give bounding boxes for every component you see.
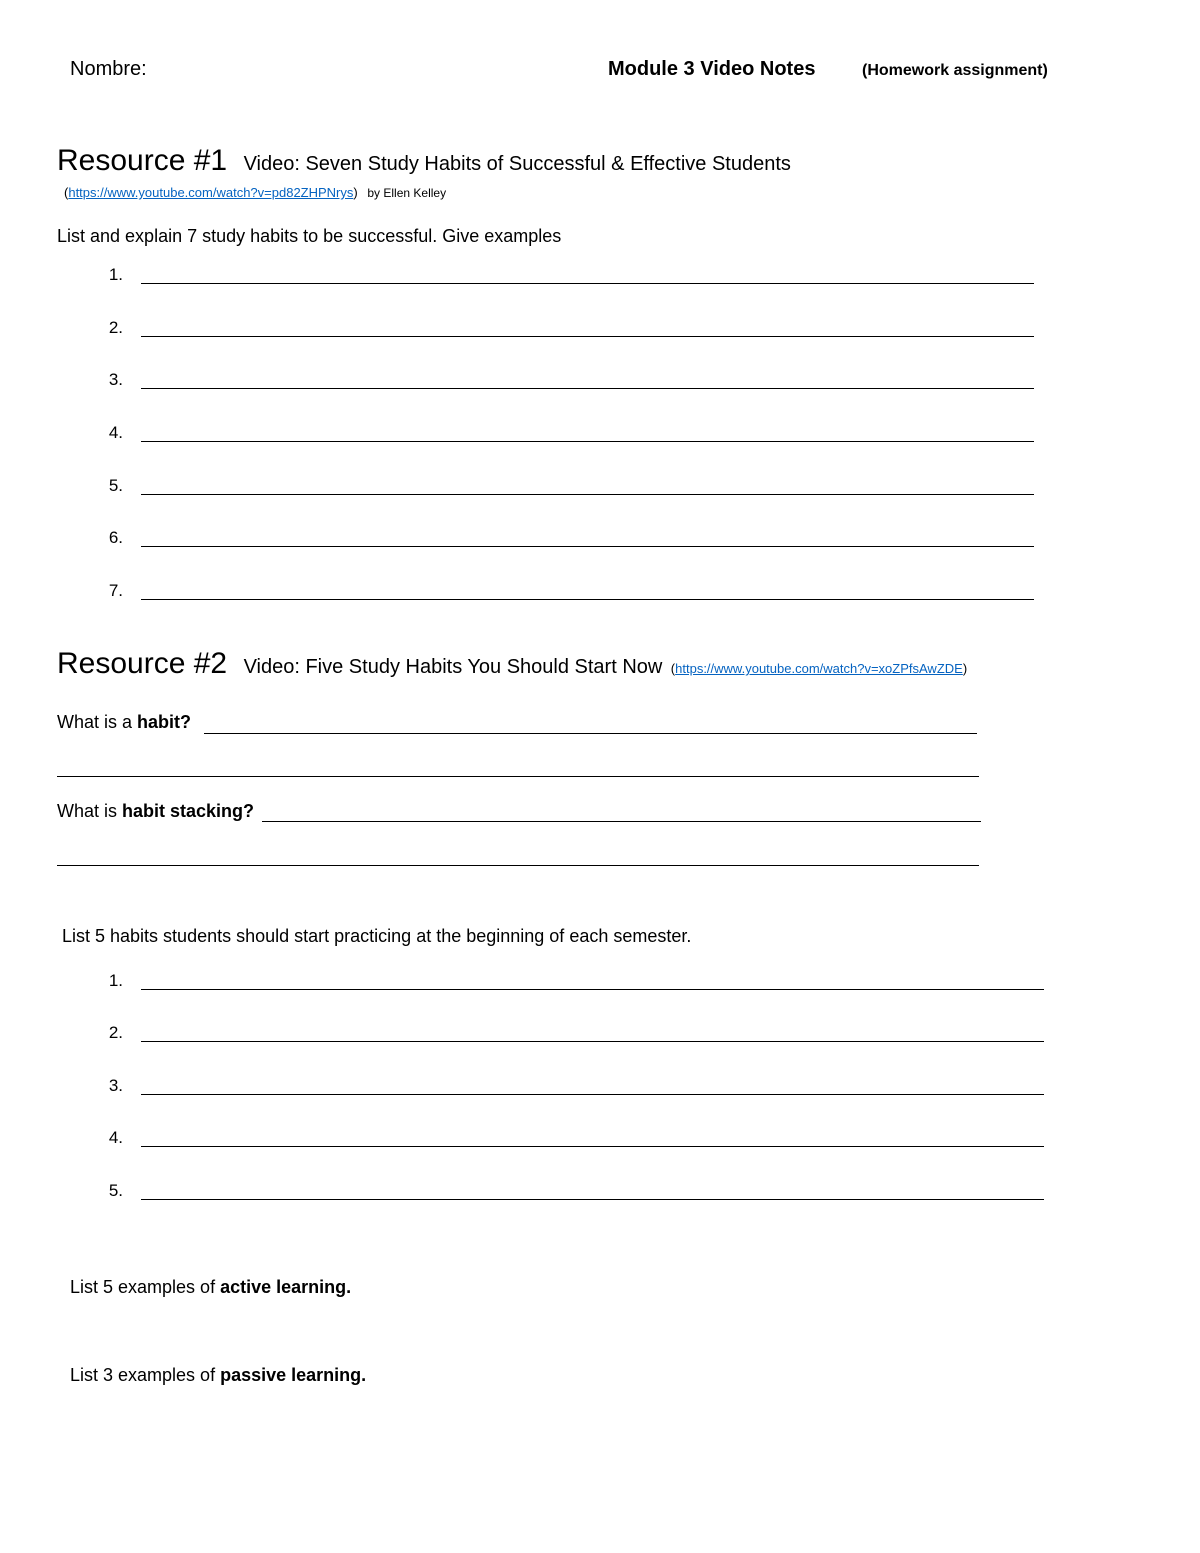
question-habit-stacking-prefix: What is xyxy=(57,801,123,821)
answer-line[interactable] xyxy=(141,494,1034,495)
resource1-video-title: Video: Seven Study Habits of Successful & Effective Students xyxy=(243,153,791,175)
answer-line-habit-stacking-2[interactable] xyxy=(57,865,979,866)
resource1-paren-open: ( xyxy=(64,185,69,200)
question-habit-term: habit? xyxy=(137,712,192,732)
answer-line[interactable] xyxy=(141,336,1034,337)
resource2-video-link[interactable]: https://www.youtube.com/watch?v=xoZPfsAwZDE xyxy=(675,661,963,676)
question-habit xyxy=(57,712,191,733)
answer-number: 5. xyxy=(108,1181,123,1200)
answer-line[interactable] xyxy=(141,283,1034,284)
answer-number: 2. xyxy=(108,1023,123,1042)
answer-line[interactable] xyxy=(141,546,1034,547)
question-habit-prefix: What is a xyxy=(57,712,138,732)
resource2-heading: Resource #2 xyxy=(57,647,228,680)
answer-line[interactable] xyxy=(141,1094,1044,1095)
resource1-author: by Ellen Kelley xyxy=(367,186,447,200)
resource2-paren-open: ( xyxy=(670,661,676,676)
answer-line[interactable] xyxy=(141,1199,1044,1200)
active-learning-prefix: List 5 examples of xyxy=(70,1277,221,1297)
answer-line[interactable] xyxy=(141,1146,1044,1147)
question-habit-stacking xyxy=(57,801,254,822)
answer-number: 4. xyxy=(108,423,123,442)
answer-number: 5. xyxy=(108,476,123,495)
resource1-paren-close: ) xyxy=(353,185,358,200)
resource1-video-link[interactable]: https://www.youtube.com/watch?v=pd82ZHPNrys xyxy=(68,185,354,200)
page-title: Module 3 Video Notes xyxy=(608,58,816,80)
active-learning-prompt xyxy=(70,1277,351,1298)
answer-number: 6. xyxy=(108,528,123,547)
page-subtitle: (Homework assignment) xyxy=(862,62,1048,79)
passive-learning-prefix: List 3 examples of xyxy=(70,1365,221,1385)
resource1-heading: Resource #1 xyxy=(57,144,228,177)
answer-number: 3. xyxy=(108,370,123,389)
resource2-paren-close: ) xyxy=(962,661,968,676)
resource1-source-row xyxy=(64,185,446,200)
answer-line-habit-2[interactable] xyxy=(57,776,979,777)
answer-number: 4. xyxy=(108,1128,123,1147)
resource2-source xyxy=(671,661,967,676)
active-learning-term: active learning. xyxy=(220,1277,352,1297)
resource1-prompt: List and explain 7 study habits to be successful. Give examples xyxy=(57,226,562,246)
answer-line-habit[interactable] xyxy=(204,733,977,734)
resource1-heading-row xyxy=(57,144,791,178)
passive-learning-term: passive learning. xyxy=(220,1365,367,1385)
answer-line[interactable] xyxy=(141,388,1034,389)
passive-learning-prompt xyxy=(70,1365,366,1386)
answer-number: 3. xyxy=(108,1076,123,1095)
answer-number: 1. xyxy=(108,265,123,284)
answer-line[interactable] xyxy=(141,441,1034,442)
question-habit-stacking-term: habit stacking? xyxy=(122,801,255,821)
answer-line-habit-stacking[interactable] xyxy=(262,821,981,822)
resource2-list-prompt: List 5 habits students should start practicing at the beginning of each semester. xyxy=(62,926,692,946)
answer-line[interactable] xyxy=(141,989,1044,990)
answer-number: 7. xyxy=(108,581,123,600)
answer-number: 2. xyxy=(108,318,123,337)
resource2-video-title: Video: Five Study Habits You Should Start Now xyxy=(243,656,663,678)
answer-line[interactable] xyxy=(141,599,1034,600)
answer-number: 1. xyxy=(108,971,123,990)
resource2-heading-row xyxy=(57,647,967,681)
name-label: Nombre: xyxy=(70,58,147,80)
answer-line[interactable] xyxy=(141,1041,1044,1042)
